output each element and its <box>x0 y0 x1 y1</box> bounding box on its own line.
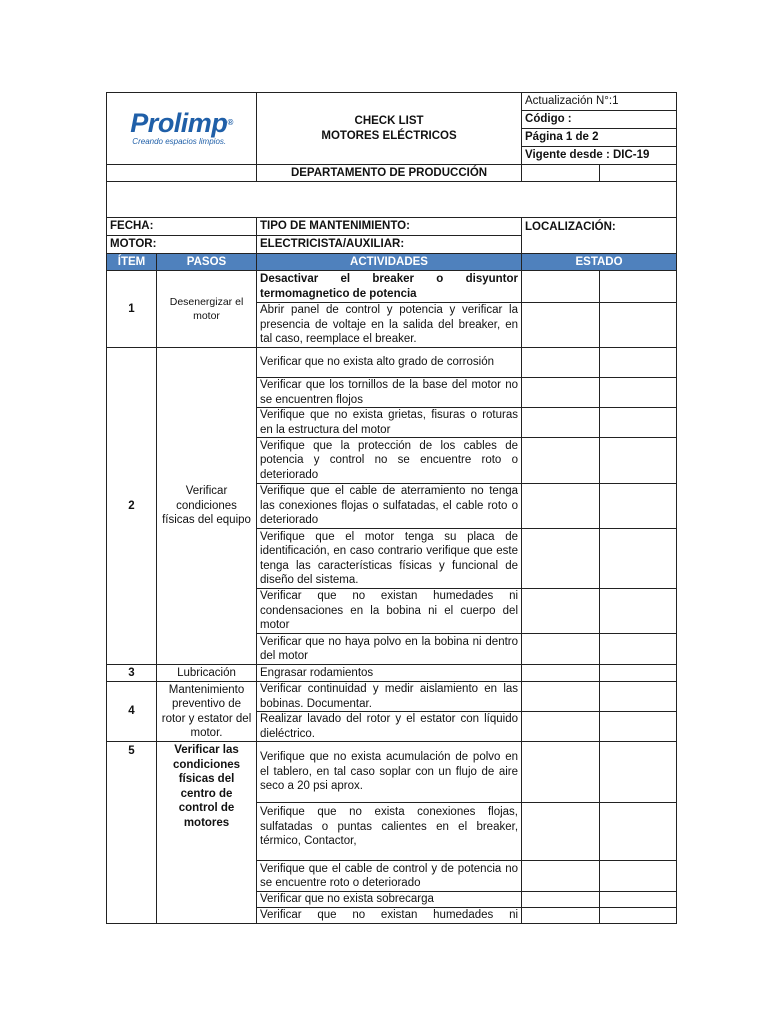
estado-cell[interactable] <box>522 348 600 378</box>
activity-text: Verifique que la protección de los cables de potencia y control no se encuentre roto o deteriorado <box>257 438 522 484</box>
activity-text: Verifique que no exista conexiones flojas, sulfatadas o puntas calientes en el breaker, térmico, Contactor, <box>257 803 522 861</box>
activity-text: Verifique que el cable de control y de potencia no se encuentre roto o deteriorado <box>257 861 522 892</box>
document-title <box>257 93 522 165</box>
vigente-cell: Vigente desde : DIC-19 <box>522 147 677 165</box>
paso-label: Verificar condiciones físicas del equipo <box>157 348 257 665</box>
blank-row <box>107 182 677 218</box>
logo-text: Prolimp <box>130 107 228 138</box>
col-estado-header: ESTADO <box>522 254 677 271</box>
estado-cell[interactable] <box>522 892 600 908</box>
activity-text: Verifique que el cable de aterramiento no tenga las conexiones flojas o sulfatadas, el cable roto o deteriorado <box>257 484 522 529</box>
activity-text: Verifique que no exista grietas, fisuras o roturas en la estructura del motor <box>257 408 522 438</box>
departamento-cell: DEPARTAMENTO DE PRODUCCIÓN <box>257 165 522 182</box>
estado-cell[interactable] <box>522 589 600 634</box>
estado-cell[interactable] <box>522 634 600 665</box>
estado-cell[interactable] <box>522 861 600 892</box>
col-item-header: ÍTEM <box>107 254 157 271</box>
estado-cell[interactable] <box>600 438 677 484</box>
estado-cell[interactable] <box>522 803 600 861</box>
paso-label: Verificar las condiciones físicas del centro de control de motores <box>157 742 257 924</box>
estado-cell[interactable] <box>522 529 600 589</box>
logo-cell <box>107 93 257 165</box>
estado-cell[interactable] <box>600 712 677 742</box>
col-actividades-header: ACTIVIDADES <box>257 254 522 271</box>
activity-text: Verifique que el motor tenga su placa de identificación, en caso contrario verifique que este tenga las características físicas y funcional de diseño del sistema. <box>257 529 522 589</box>
estado-cell[interactable] <box>600 665 677 682</box>
codigo-cell: Código : <box>522 111 677 129</box>
checklist-table <box>106 92 677 924</box>
actualizacion-cell: Actualización N°:1 <box>522 93 677 111</box>
estado-cell[interactable] <box>600 484 677 529</box>
estado-cell[interactable] <box>600 908 677 924</box>
prolimp-logo: Prolimp® Creando espacios limpios. <box>130 107 233 146</box>
estado-cell[interactable] <box>600 529 677 589</box>
item-number: 3 <box>107 665 157 682</box>
estado-cell[interactable] <box>600 378 677 408</box>
activity-text: Verificar que no exista sobrecarga <box>257 892 522 908</box>
dept-right-blank-1 <box>522 165 600 182</box>
paso-label: Lubricación <box>157 665 257 682</box>
localizacion-field[interactable]: LOCALIZACIÓN: <box>522 218 677 254</box>
estado-cell[interactable] <box>600 303 677 348</box>
activity-text: Verificar continuidad y medir aislamiento en las bobinas. Documentar. <box>257 682 522 712</box>
col-pasos-header: PASOS <box>157 254 257 271</box>
title-line-2: MOTORES ELÉCTRICOS <box>321 129 457 142</box>
estado-cell[interactable] <box>600 634 677 665</box>
tipo-mantenimiento-field[interactable]: TIPO DE MANTENIMIENTO: <box>257 218 522 236</box>
item-number: 5 <box>107 742 157 924</box>
dept-left-blank <box>107 165 257 182</box>
paso-label: Mantenimiento preventivo de rotor y estator del motor. <box>157 682 257 742</box>
activity-text: Abrir panel de control y potencia y verificar la presencia de voltaje en la salida del breaker, en tal caso, reemplace el breaker. <box>257 303 522 348</box>
activity-text: Realizar lavado del rotor y el estator con líquido dieléctrico. <box>257 712 522 742</box>
item-number: 1 <box>107 271 157 348</box>
estado-cell[interactable] <box>600 892 677 908</box>
estado-cell[interactable] <box>600 861 677 892</box>
estado-cell[interactable] <box>522 408 600 438</box>
electricista-field[interactable]: ELECTRICISTA/AUXILIAR: <box>257 236 522 254</box>
item-number: 2 <box>107 348 157 665</box>
logo-tagline: Creando espacios limpios. <box>132 136 227 146</box>
estado-cell[interactable] <box>600 589 677 634</box>
activity-text: Verificar que no existan humedades ni condensaciones en la bobina ni el cuerpo del motor <box>257 589 522 634</box>
fecha-field[interactable]: FECHA: <box>107 218 257 236</box>
estado-cell[interactable] <box>522 438 600 484</box>
estado-cell[interactable] <box>600 271 677 303</box>
estado-cell[interactable] <box>522 712 600 742</box>
estado-cell[interactable] <box>522 682 600 712</box>
estado-cell[interactable] <box>600 682 677 712</box>
activity-text: Engrasar rodamientos <box>257 665 522 682</box>
title-line-1: CHECK LIST <box>354 115 424 127</box>
estado-cell[interactable] <box>522 271 600 303</box>
estado-cell[interactable] <box>522 303 600 348</box>
estado-cell[interactable] <box>600 803 677 861</box>
activity-text: Verifique que no exista acumulación de polvo en el tablero, en tal caso soplar con un flujo de aire seco a 20 psi aprox. <box>257 742 522 803</box>
activity-text: Desactivar el breaker o disyuntor termomagnetico de potencia <box>257 271 522 303</box>
item-number: 4 <box>107 682 157 742</box>
estado-cell[interactable] <box>522 378 600 408</box>
activity-text: Verificar que no existan humedades ni <box>257 908 522 924</box>
estado-cell[interactable] <box>600 408 677 438</box>
estado-cell[interactable] <box>522 742 600 803</box>
estado-cell[interactable] <box>600 742 677 803</box>
estado-cell[interactable] <box>522 665 600 682</box>
pagina-cell: Página 1 de 2 <box>522 129 677 147</box>
estado-cell[interactable] <box>600 348 677 378</box>
estado-cell[interactable] <box>522 484 600 529</box>
paso-label: Desenergizar el motor <box>157 271 257 348</box>
activity-text: Verificar que no haya polvo en la bobina ni dentro del motor <box>257 634 522 665</box>
estado-cell[interactable] <box>522 908 600 924</box>
motor-field[interactable]: MOTOR: <box>107 236 257 254</box>
activity-text: Verificar que no exista alto grado de corrosión <box>257 348 522 378</box>
activity-text: Verificar que los tornillos de la base del motor no se encuentren flojos <box>257 378 522 408</box>
dept-right-blank-2 <box>600 165 677 182</box>
